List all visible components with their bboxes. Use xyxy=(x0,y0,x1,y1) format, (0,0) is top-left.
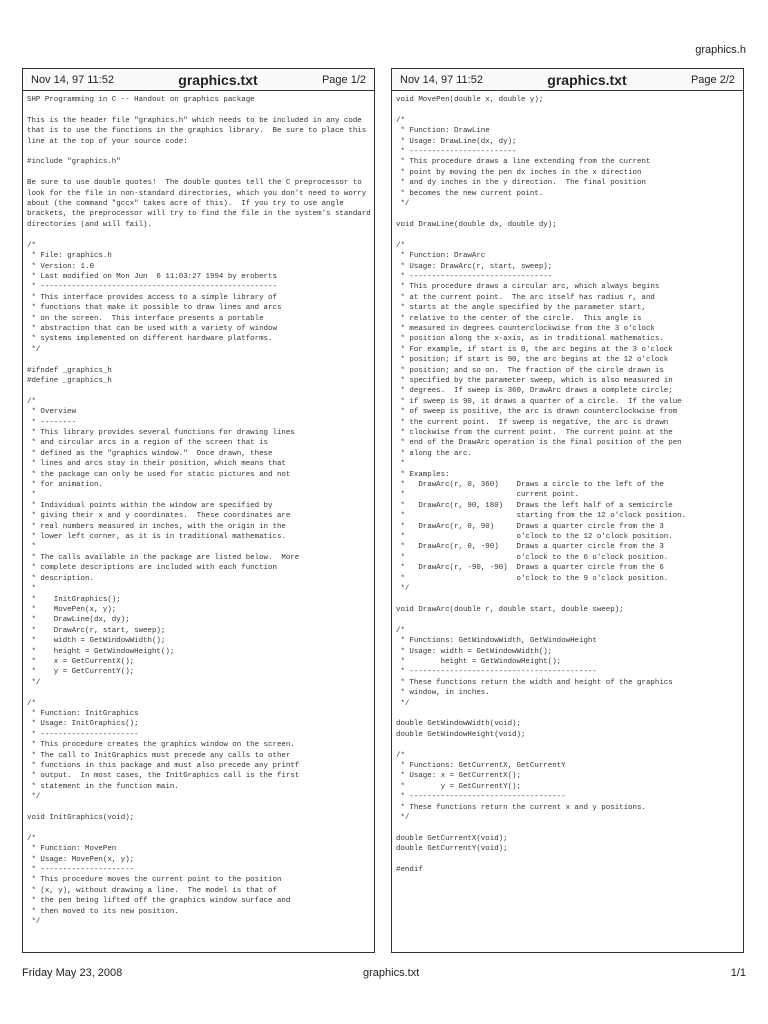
page-date: Nov 14, 97 11:52 xyxy=(31,73,114,86)
page-title: graphics.txt xyxy=(178,71,258,88)
document-header-filename: graphics.h xyxy=(695,44,746,56)
page-body-text: void MovePen(double x, double y); /* * Function: DrawLine * Usage: DrawLine(dx, dy); * ------------------------ * This procedure draws a line extending from the current * point by moving the pen dx inches in the x direction * and dy inches in the y direction. The final position * becomes the new current point. */ void DrawLine(double dx, double dy); /* * Function: DrawArc * Usage: DrawArc(r, start, sweep); * -------------------------------- * This procedure draws a circular arc, which always begins * at the current point. The arc itself has radius r, and * starts at the angle specified by the parameter start, * relative to the center of the circle. This angle is * measured in degrees counterclockwise from the 3 o'clock * position along the x-axis, as in traditional mathematics. * For example, if start is 0, the arc begins at the 3 o'clock * position; if start is 90, the arc begins at the 12 o'clock * position; and so on. The fraction of the circle drawn is * specified by the parameter sweep, which is also measured in * degrees. If sweep is 360, DrawArc draws a complete circle; * if sweep is 90, it draws a quarter of a circle. If the value * of sweep is positive, the arc is drawn counterclockwise from * the current point. If sweep is negative, the arc is drawn * clockwise from the current point. The current point at the * end of the DrawArc operation is the final position of the pen * along the arc. * * Examples: * DrawArc(r, 0, 360) Draws a circle to the left of the * current point. * DrawArc(r, 90, 180) Draws the left half of a semicircle * starting from the 12 o'clock position. * DrawArc(r, 0, 90) Draws a quarter circle from the 3 * o'clock to the 12 o'clock position. * DrawArc(r, 0, -90) Draws a quarter circle from the 3 * o'clock to the 6 o'clock position. * DrawArc(r, -90, -90) Draws a quarter circle from the 6 * o'clock to the 9 o'clock position. */ void DrawArc(double r, double start, double sweep); /* * Functions: GetWindowWidth, GetWindowHeight * Usage: width = GetWindowWidth(); * height = GetWindowHeight(); * ------------------------------------------ * These functions return the width and height of the graphics * window, in inches. */ double GetWindowWidth(void); double GetWindowHeight(void); /* * Functions: GetCurrentX, GetCurrentY * Usage: x = GetCurrentX(); * y = GetCurrentY(); * ----------------------------------- * These functions return the current x and y positions. */ double GetCurrentX(void); double GetCurrentY(void); #endif xyxy=(396,96,687,875)
page-panel-1 xyxy=(22,68,375,953)
page-number: Page 2/2 xyxy=(690,73,735,86)
footer-date: Friday May 23, 2008 xyxy=(22,967,123,979)
footer-filename: graphics.txt xyxy=(363,967,420,979)
page-date: Nov 14, 97 11:52 xyxy=(400,73,483,86)
page-panel-2 xyxy=(391,68,744,953)
page-title: graphics.txt xyxy=(547,71,627,88)
page-body-text: SHP Programming in C -- Handout on graphics package This is the header file "graphics.h" which needs to be included in any code that is to use the functions in the graphics library. Be sure to place this line at the top of your source code: #include "graphics.h" Be sure to use double quotes! The double quotes tell the C preprocessor to look for the file in non-standard directories, which you don't need to worry about (the command "gccx" takes acre of this). If you try to use angle brackets, the preprocessor will try to find the file in the system's standard directories (and will fail). /* * File: graphics.h * Version: 1.0 * Last modified on Mon Jun 6 11:03:27 1994 by eroberts * ----------------------------------------------------- * This interface provides access to a simple library of * functions that make it possible to draw lines and arcs * on the screen. This interface presents a portable * abstraction that can be used with a variety of window * systems implemented on different hardware platforms. */ #ifndef _graphics_h #define _graphics_h /* * Overview * -------- * This library provides several functions for drawing lines * and circular arcs in a region of the screen that is * defined as the "graphics window." Once drawn, these * lines and arcs stay in their position, which means that * the package can only be used for static pictures and not * for animation. * * Individual points within the window are specified by * giving their x and y coordinates. These coordinates are * real numbers measured in inches, with the origin in the * lower left corner, as it is in traditional mathematics. * * The calls available in the package are listed below. More * complete descriptions are included with each function * description. * * InitGraphics(); * MovePen(x, y); * DrawLine(dx, dy); * DrawArc(r, start, sweep); * width = GetWindowWidth(); * height = GetWindowHeight(); * x = GetCurrentX(); * y = GetCurrentY(); */ /* * Function: InitGraphics * Usage: InitGraphics(); * ---------------------- * This procedure creates the graphics window on the screen. * The call to InitGraphics must precede any calls to other * functions in this package and must also precede any printf * output. In most cases, the InitGraphics call is the first * statement in the function main. */ void InitGraphics(void); /* * Function: MovePen * Usage: MovePen(x, y); * --------------------- * This procedure moves the current point to the position * (x, y), without drawing a line. The model is that of * the pen being lifted off the graphics window surface and * then moved to its new position. */ xyxy=(27,96,371,927)
page-number: Page 1/2 xyxy=(321,73,366,86)
page-header xyxy=(392,69,743,91)
print-footer xyxy=(22,967,746,981)
footer-sheet-number: 1/1 xyxy=(730,967,746,979)
page-header xyxy=(23,69,374,91)
